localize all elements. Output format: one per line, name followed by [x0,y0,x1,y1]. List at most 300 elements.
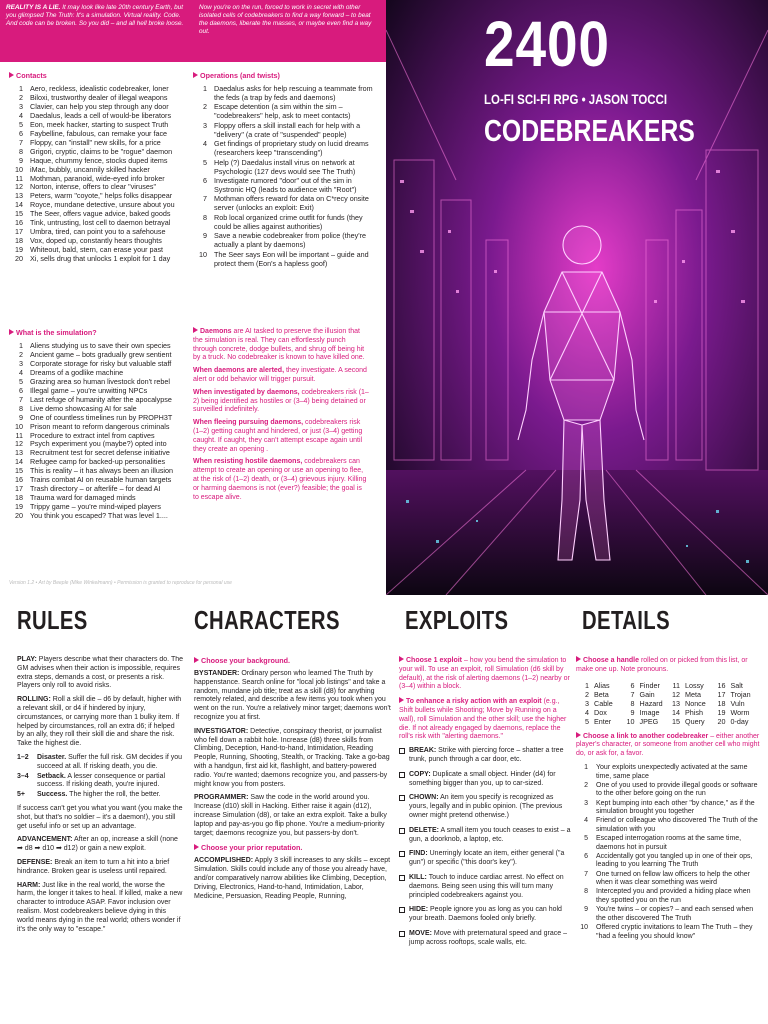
exploits-enhance: To enhance a risky action with an exploit (e.g., Shift bullets while Shooting; Move by Running on a wall), roll Simulation and the other skill; use the higher die. If not already engaged by daemons, replace the roll's risk with "alerting daemons." [399,698,567,741]
item-text: Last refuge of humanity after the apocalypse [30,394,172,404]
details-link: Choose a link to another codebreaker – either another player's character, or someone from another cell who might do, or ask for, a favor. [576,732,760,758]
exploit-lead: KILL: [409,873,427,881]
item-number: 4 [203,139,207,149]
handle-name: Hazard [639,698,663,708]
intro-left-text: It may look like late 20th century Earth, but you glimpsed The Truth: It's a simulation. Virtual reality. Code. And code can be broken. So you did – and all hell broke loose. [6,4,184,28]
item-text: Prison meant to reform dangerous criminals [30,421,170,431]
item-text: Corporate storage for risky but valuable staff [30,358,172,368]
exploits-column [399,656,571,1022]
exploit-item [399,827,571,845]
handle-item [671,708,717,717]
intro-right-box [193,0,386,62]
item-text: You think you escaped? That was level 1.... [30,511,168,521]
contacts-heading: Contacts [9,71,191,81]
item-text: Grigori, cryptic, claims to be "rogue" daemon [30,146,173,156]
link-number: 7 [584,870,588,878]
handle-name: Phish [685,707,703,717]
handle-item [671,699,717,708]
exploit-lead: MOVE: [409,929,432,937]
handle-name: JPEG [639,716,659,726]
handle-number: 14 [672,707,680,717]
item-text: Biloxi, trustworthy dealer of illegal weapons [30,92,168,102]
exploit-item [399,850,571,868]
link-number: 5 [584,835,588,843]
entry-lead: INVESTIGATOR: [194,727,249,735]
exploit-text: People ignore you as long as you can hold your breath. Daemons fooled only briefly. [409,906,562,923]
cover-art [386,0,768,595]
exploits-choose: Choose 1 exploit – how you bend the simulation to your will. To use an exploit, roll Simulation (d6 skill by default), at the risk of alerting daemons (1–2) nearby or (3–4) within a block. [399,657,570,691]
item-text: The Seer, offers vague advice, baked goods [30,209,171,219]
characters-heading: CHARACTERS [194,605,340,635]
exploit-item [399,930,571,948]
outcome-row [17,754,183,772]
details-handle: Choose a handle rolled on or picked from this list, or make one up. Note pronouns. [576,657,748,673]
exploit-text: Unerringly locate an item, either general ("a gun") or specific ("this door's key"). [409,850,565,867]
rules-column [17,656,183,1022]
handle-item [626,708,672,717]
handle-number: 15 [672,716,680,726]
details-heading: DETAILS [582,605,670,635]
list-item [193,159,379,177]
handle-name: Vuln [730,698,745,708]
handle-number: 7 [630,689,635,699]
exploit-list [399,747,571,947]
item-number: 8 [19,403,23,413]
item-text: Recruitment test for secret defense initiative [30,448,170,458]
handle-item [671,717,717,726]
exploit-text: A small item you touch ceases to exist – a gun, a doorknob, a laptop, etc. [409,826,571,843]
handle-number: 3 [585,698,589,708]
item-text: Trains combat AI on reusable human targets [30,475,172,485]
item-text: Refugee camp for backed-up personalities [30,457,166,467]
outcome-desc: The higher the roll, the better. [67,791,161,799]
item-number: 15 [15,209,23,219]
handle-number: 20 [717,716,726,726]
item-text: Investigate rumored "door" out of the sim in Systronic HQ (leads to audience with "Root") [214,176,357,194]
exploit-lead: COPY: [409,770,431,778]
handle-item [717,708,763,717]
item-number: 17 [15,484,23,494]
background-entry [194,728,394,790]
link-number: 6 [584,852,588,860]
cover-name: CODEBREAKERS [484,113,695,148]
handle-name: Cable [594,698,613,708]
link-item [576,871,762,888]
handle-item [580,717,626,726]
handle-item [580,708,626,717]
link-list [576,764,762,941]
exploit-text: Strike with piercing force – shatter a tree trunk, punch through a car door, etc. [409,747,564,763]
handle-number: 17 [717,689,726,699]
background-entry [194,670,394,723]
link-number: 4 [584,817,588,825]
link-text: Kept bumping into each other "by chance," as if the simulation brought you together [596,799,755,816]
handle-item [626,717,672,726]
item-text: Mothman offers reward for data on C*recy onsite server (unlocks an exploit: Exit) [214,194,369,213]
triangle-icon [193,72,198,78]
exploit-body [409,874,571,900]
prior-heading: Choose your prior reputation. [194,843,394,853]
item-text: Help (?) Daedalus install virus on network at Psychologic (127 devs would see The Truth) [214,157,356,176]
list-item [193,177,379,195]
item-text: Norton, intense, offers to clear "viruses" [30,182,157,192]
handle-number: 8 [630,698,635,708]
daemons-intro: Daemons are AI tasked to preserve the illusion that the simulation is real. They can effortlessly punch through concrete, dodge bullets, and shrug off being hit by a truck. No codebreaker is known to have killed one. [193,328,365,362]
item-number: 2 [19,92,23,102]
entry-lead: PROGRAMMER: [194,794,249,802]
item-text: Whiteout, bald, stern, can erase your past [30,245,164,255]
item-number: 13 [15,448,23,458]
outcome-lead: Setback. [37,772,66,780]
item-text: Rob local organized crime outfit for funds (they could be allies against authorities) [214,212,363,231]
item-number: 9 [19,155,23,165]
item-number: 19 [15,502,23,512]
item-number: 12 [15,182,23,192]
item-number: 7 [19,137,23,147]
link-item [576,800,762,817]
handle-item [580,690,626,699]
item-number: 13 [15,191,23,201]
item-number: 20 [15,254,23,264]
item-number: 9 [19,412,23,422]
exploit-text: Touch to induce cardiac arrest. No effect on daemons. Being seen using this will turn many principled codebreakers against you. [409,873,564,899]
handle-item [717,699,763,708]
exploit-body [409,794,571,820]
handle-name: Worm [730,707,750,717]
checkbox-icon [399,931,405,937]
simulation-list [9,342,191,521]
item-number: 5 [19,376,23,386]
checkbox-icon [399,772,405,778]
handle-name: Enter [594,716,612,726]
outcome-lead: Success. [37,791,68,799]
handle-name: Nonce [685,698,706,708]
link-item [576,906,762,923]
item-number: 10 [15,164,23,174]
handle-number: 2 [585,689,589,699]
exploit-body [409,850,571,868]
item-text: Ancient game – bots gradually grew sentient [30,349,172,359]
link-number: 10 [580,924,588,932]
handle-item [671,690,717,699]
list-item [9,512,191,521]
handle-number: 13 [672,698,680,708]
handle-number: 19 [717,707,726,717]
daemons-investigated: When investigated by daemons, codebreakers risk (1–2) being identified as hostiles or (3–4) being detained or surveilled indefinitely. [193,388,369,414]
link-number: 2 [584,781,588,789]
item-text: Vox, doped up, constantly hears thoughts [30,236,162,246]
daemons-alerted: When daemons are alerted, they investigate. A second alert or odd behavior will trigger pursuit. [193,367,367,383]
link-item [576,835,762,852]
simulation-heading: What is the simulation? [9,328,191,338]
item-text: Trauma ward for damaged minds [30,493,136,503]
exploit-body [409,930,571,948]
handle-number: 4 [585,707,589,717]
exploit-item [399,906,571,924]
handle-name: Salt [730,680,743,690]
item-number: 3 [19,358,23,368]
list-item [193,232,379,250]
checkbox-icon [399,851,405,857]
item-number: 16 [15,475,23,485]
exploit-lead: DELETE: [409,826,439,834]
link-text: Intercepted you and provided a hiding place when they spotted you on the run [596,888,751,905]
background-heading: Choose your background. [194,656,394,666]
item-text: Faybelline, fabulous, can remake your face [30,128,168,138]
item-number: 9 [203,231,207,241]
link-text: You're twins – or copies? – and each sensed when the other discovered The Truth [596,906,754,922]
item-number: 15 [15,466,23,476]
item-text: Mothman, paranoid, wide-eyed info broker [30,173,165,183]
item-number: 10 [15,421,23,431]
handle-item [626,699,672,708]
handle-name: Gain [639,689,655,699]
handle-item [717,717,763,726]
handle-number: 10 [626,716,635,726]
exploit-body [409,827,571,845]
item-number: 5 [19,119,23,129]
item-number: 19 [15,245,23,255]
item-text: Clavier, can help you step through any door [30,101,169,111]
daemons-resisting: When resisting hostile daemons, codebreakers can attempt to create an opening or use an opening to flee, at the risk of (1–2) death, or (3–4) grievous injury. Killing or harming daemons is not (ever?) feasible; the goal is to escape alive. [193,458,367,501]
item-number: 11 [15,173,23,183]
item-number: 6 [19,385,23,395]
checkbox-icon [399,795,405,801]
daemons-section [193,327,369,506]
handle-item [626,690,672,699]
item-text: Get findings of proprietary study on lucid dreams (researchers keep "transcending") [214,139,369,158]
handle-name: Meta [685,689,701,699]
list-item [193,103,379,121]
item-number: 18 [15,236,23,246]
item-text: Tink, untrusting, lost cell to daemon betrayal [30,218,171,228]
cover-subtitle: LO-FI SCI-FI RPG • JASON TOCCI [484,91,668,107]
item-text: Eon, meek hacker, starting to suspect Truth [30,119,169,129]
item-text: Escape detention (a sim within the sim – "codebreakers" help, ask to meet contacts) [214,102,351,121]
item-text: Floppy offers a skill install each for help with a "delivery" (a crate of "suspended" people) [214,120,361,139]
handle-name: Beta [594,689,609,699]
item-text: Xi, sells drug that unlocks 1 exploit for 1 day [30,254,171,264]
rules-harm: HARM: Just like in the real world, the worse the harm, the longer it takes to heal. If killed, make a new character to introduce ASAP. Favor inclusion over realism. Most codebreakers believe dying in this world means dying in the real world; others wonder if it's the only way to "escape." [17,881,183,933]
contacts-list [9,85,191,264]
handle-number: 5 [585,716,589,726]
link-text: Your exploits unexpectedly activated at the same time, same place [596,763,748,780]
link-number: 1 [584,763,588,771]
entry-text: Saw the code in the world around you. Increase (d10) skill in Hacking. Either raise it again (d12), increase Simulation (d8), or take an extra exploit. Take a bulky laptop and pay-as-you go flip phone. You're a medium-priority target; daemons recognize you, but passers-by don't. [194,794,387,837]
item-text: Daedalus, leads a cell of would-be liberators [30,110,172,120]
item-text: This is reality – it has always been an illusion [30,466,174,476]
item-number: 14 [15,457,23,467]
intro-lead: REALITY IS A LIE. [6,4,61,11]
link-number: 9 [584,906,588,914]
item-number: 17 [15,227,23,237]
outcome-text [37,773,183,791]
item-number: 5 [203,157,207,167]
handle-name: Dox [594,707,607,717]
outcome-number: 5+ [17,791,25,799]
rules-advancement: ADVANCEMENT: After an op, increase a skill (none ➡ d8 ➡ d10 ➡ d12) or gain a new exploit. [17,836,178,853]
outcome-row [17,773,183,791]
item-number: 4 [19,110,23,120]
rules-play: PLAY: Players describe what their characters do. The GM advises when their action is impossible, requires extra steps, demands a cost, or presents a risk. Players only roll to avoid risks. [17,656,183,690]
daemons-fleeing: When fleeing pursuing daemons, codebreakers risk (1–2) getting caught and hindered, or just (3–4) getting caught. If caught, they can't attempt escape again until they create an opening . [193,419,363,453]
item-text: Save a newbie codebreaker from police (they're actually a plant by daemons) [214,231,366,250]
triangle-icon [9,329,14,335]
list-item [193,122,379,140]
simulation-section [9,328,191,521]
rules-cost: If success can't get you what you want (you make the shot, but that's no soldier – it's a daemon!), you still get useful info or set up an advantage. [17,804,183,830]
link-item [576,817,762,834]
outcome-number: 3–4 [17,772,29,780]
operations-list [193,85,379,269]
item-number: 6 [19,128,23,138]
item-text: One of countless timelines run by PROPH3T [30,412,173,422]
handle-item [626,681,672,690]
entry-lead: BYSTANDER: [194,670,240,677]
handle-number: 1 [585,680,589,690]
exploit-body [409,747,571,765]
exploit-lead: FIND: [409,850,428,858]
item-text: iMac, bubbly, uncannily skilled hacker [30,164,150,174]
item-number: 16 [15,218,23,228]
list-item [193,85,379,103]
list-item [193,214,379,232]
triangle-icon [194,844,199,850]
handle-item [717,690,763,699]
item-number: 7 [203,194,207,204]
outcome-number: 1–2 [17,753,29,761]
exploit-text: Duplicate a small object. Hinder (d4) for something bigger than you, up to car-sized. [409,770,556,787]
link-text: One turned on fellow law officers to help the other when it was clear something was weird [596,870,750,887]
exploit-body [409,906,571,924]
intro-right-text: Now you're on the run, forced to work in secret with other isolated cells of codebreakers to find a way forward – to beat the daemons, liberate the masses, or maybe even find a way out. [199,4,372,36]
item-text: Aliens studying us to save their own species [30,341,171,350]
item-number: 12 [15,439,23,449]
list-item [193,195,379,213]
handle-number: 11 [672,680,680,690]
item-text: Daedalus asks for help rescuing a teammate from the feds (a trap by feds and daemons) [214,84,373,102]
handle-number: 18 [717,698,726,708]
link-item [576,764,762,781]
triangle-icon [9,72,14,78]
handle-item [671,681,717,690]
handle-name: Query [685,716,705,726]
item-text: Grazing area so human livestock don't rebel [30,376,171,386]
handle-name: Alias [594,680,610,690]
rules-defense: DEFENSE: Break an item to turn a hit into a brief hindrance. Broken gear is useless until repaired. [17,858,170,875]
item-number: 1 [19,341,23,350]
operations-heading: Operations (and twists) [193,71,379,81]
handle-table [580,681,762,726]
handle-name: 0-day [730,716,749,726]
item-text: Live demo showcasing AI for sale [30,403,137,413]
item-text: Dreams of a godlike machine [30,367,124,377]
credit-line: Version 1.2 • Art by Beeple (Mike Winkelmann) • Permission is granted to reproduce for personal use [9,580,232,586]
item-number: 18 [15,493,23,503]
handle-name: Lossy [685,680,704,690]
triangle-icon [194,657,199,663]
characters-column [194,656,394,1022]
item-number: 1 [203,84,207,93]
item-number: 6 [203,176,207,186]
item-number: 14 [15,200,23,210]
item-text: Royce, mundane detective, unsure about you [30,200,175,210]
exploit-item [399,771,571,789]
link-item [576,888,762,905]
rules-rolling: ROLLING: Roll a skill die – d6 by default, higher with a relevant skill, or d4 if hindered by injury, circumstances, or carrying more than 1 bulky item. If helped by circumstances, roll an extra d6; if helped by an ally, they roll their skill die and share the risk. Take the highest die. [17,696,182,748]
item-text: The Seer says Eon will be important – guide and protect them (Eon's a hapless goof) [214,249,369,268]
link-number: 8 [584,888,588,896]
intro-left-box [0,0,193,62]
link-number: 3 [584,799,588,807]
item-text: Floppy, can "install" new skills, for a price [30,137,161,147]
item-number: 7 [19,394,23,404]
item-number: 1 [19,84,23,93]
handle-name: Trojan [730,689,751,699]
link-text: Escaped interrogation rooms at the same time, daemons hot in pursuit [596,835,742,851]
checkbox-icon [399,828,405,834]
item-number: 4 [19,367,23,377]
handle-name: Image [639,707,660,717]
handle-number: 9 [630,707,635,717]
link-text: Offered cryptic invitations to learn The Truth – they "had a feeling you should know" [596,924,753,940]
exploit-lead: CHOWN: [409,794,439,802]
item-number: 20 [15,511,23,521]
list-item [9,255,191,264]
link-text: Friend or colleague who discovered The Truth of the simulation with you [596,817,758,833]
exploit-lead: BREAK: [409,747,437,755]
link-item [576,782,762,799]
item-text: Psych experiment you (maybe?) opted into [30,439,167,449]
details-column [576,656,762,1022]
checkbox-icon [399,748,405,754]
outcome-desc: A lesser consequence or partial success. If risking death, you're injured. [37,772,166,789]
item-number: 2 [203,102,207,112]
outcome-row [17,791,183,800]
item-text: Trippy game – you're mind-wiped players [30,502,161,512]
background-entries [194,670,394,838]
contacts-section [9,71,191,264]
item-number: 10 [199,249,207,259]
item-number: 2 [19,349,23,359]
outcome-text [37,791,161,800]
entry-text: Ordinary person who learned The Truth by happenstance. Search online for "local job listings" and take a random, mundane job title; treat as a skill (d8) for anything remotely related, and describe a few items you took when you went on the run. You're a relatively minor target; daemons won't recognize you at first. [194,670,391,721]
handle-number: 16 [717,680,726,690]
item-text: Procedure to extract intel from captives [30,430,155,440]
exploit-lead: HIDE: [409,906,429,914]
handle-name: Finder [639,680,660,690]
item-number: 3 [19,101,23,111]
item-text: Trash directory – or afterlife – for dead AI [30,484,161,494]
exploit-text: Move with preternatural speed and grace – jump across rooftops, scale walls, etc. [409,929,567,946]
item-number: 3 [203,120,207,130]
handle-number: 12 [672,689,680,699]
item-text: Haque, chummy fence, stocks duped items [30,155,168,165]
operations-section [193,71,379,269]
list-item [193,251,379,269]
exploit-text: An item you specify is recognized as yours, legally and in public opinion. (The previous owner might pretend otherwise.) [409,794,563,819]
cover-illustration [386,0,768,595]
prior-accomplished: ACCOMPLISHED: Apply 3 skill increases to any skills – except Simulation. Skills could include any of those you already have, and/or comparatively narrow abilities like Climbing, Deception, Driving, Electronics, Hand-to-hand, Intimidation, Labor, Medicine, Persuasion, Reading People, Running, [194,857,391,900]
exploit-item [399,874,571,900]
exploits-heading: EXPLOITS [405,605,509,635]
checkbox-icon [399,907,405,913]
background-entry [194,794,394,838]
handle-item [580,699,626,708]
link-item [576,924,762,941]
item-text: Umbra, tired, can point you to a safehouse [30,227,166,237]
exploit-item [399,794,571,820]
